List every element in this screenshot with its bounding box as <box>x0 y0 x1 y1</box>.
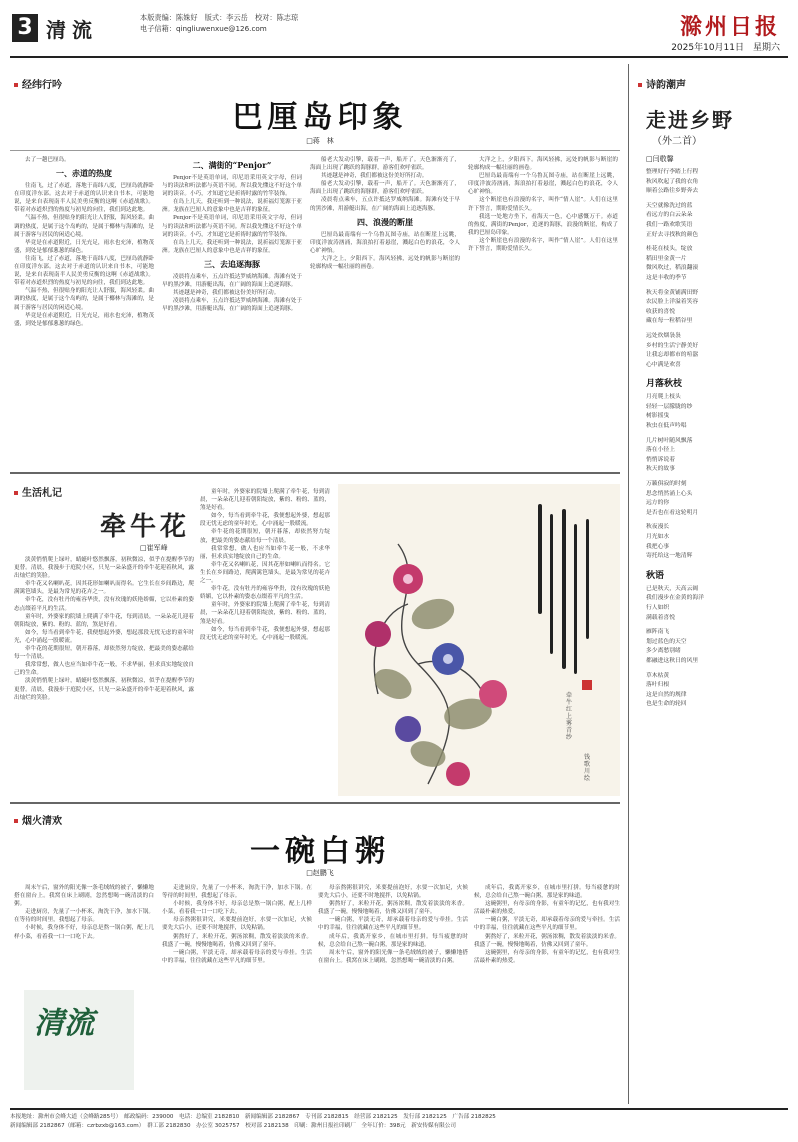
paragraph: 牵牛花，没有牡丹的雍容华贵，没有玫瑰的妖艳娇媚，它以朴素的姿态点缀着平凡的生活。 <box>14 597 194 612</box>
poem-line: 远方的你 <box>646 500 670 507</box>
poem-line: 心中满是欢喜 <box>646 361 681 368</box>
column-tag: 经纬行吟 <box>14 76 62 91</box>
column-tag: 诗韵潮声 <box>638 76 686 91</box>
column-logo-box <box>24 990 134 1090</box>
article-title: 巴厘岛印象 <box>232 100 408 135</box>
paragraph: 粥熬好了，米粒开花，粥汤浓稠，散发着淡淡的米香。我盛了一碗，慢慢地喝着，仿佛又回到了童年。 <box>474 933 620 948</box>
article-column-1 <box>14 156 154 466</box>
paragraph: 巴厘岛最南端有一个乌鲁瓦图寺庙，站在断崖上远眺，印度洋波涛汹涌，海浪拍打着悬崖，溅起白色的浪花，令人心旷神怡。 <box>310 231 460 254</box>
paragraph: 巴厘岛最南端有一个乌鲁瓦图寺庙，站在断崖上远眺，印度洋波涛汹涌，海浪拍打着悬崖，溅起白色的浪花，令人心旷神怡。 <box>468 173 618 196</box>
poem-line: 乡村的生活宁静美好 <box>646 342 699 349</box>
article-column <box>162 884 312 1098</box>
poem-line: 这是丰收的季节 <box>646 274 687 281</box>
subheading: 四、浪漫的断崖 <box>357 216 413 227</box>
paragraph: 母亲熬粥很讲究，米要提前泡好，水要一次加足，火候要先大后小，还要不时地搅拌，以免粘锅。 <box>162 917 312 932</box>
poem-line: 远处炊烟袅袅 <box>646 332 681 339</box>
poem-line: 都融进这秋日的风里 <box>646 657 699 664</box>
paragraph: 气温不热，但很贴身的阳光让人舒服，海风轻柔。曲调的热度，是属于这个岛屿的，是属于椰林与海滩的，是属于游客与居民的闲适心境。 <box>14 215 154 238</box>
poem-line: 秋天将金黄铺满田野 <box>646 289 699 296</box>
article-column <box>318 884 468 1098</box>
article-column-4 <box>468 156 618 466</box>
editor-info <box>140 12 298 34</box>
newspaper-logo: 滁州日报 <box>679 14 780 40</box>
paragraph: 凌晨将点乘车，五点许抵达罗威纳海滩。海滩有处于早的黑沙滩，用游艇出海，在广阔的海面上追逐海豚。 <box>162 273 302 289</box>
poem-line: 已是秋天，天高云阔 <box>646 585 699 592</box>
poem-line: 天空就像洗过的蓝 <box>646 202 693 209</box>
paragraph: 我常常想，做人也应当如牵牛花一般，不求华丽，但求真实地绽放自己的生命。 <box>200 545 330 560</box>
footer <box>10 1108 788 1131</box>
paragraph: 牵牛花的花期很短，朝开暮落，却依然努力绽放，把最美的姿态献给每一个清晨。 <box>14 646 194 661</box>
paragraph: 小时候，我身体不好，母亲总是熬一锅白粥，配上几样小菜，看着我一口一口吃下去。 <box>162 901 312 916</box>
poem-line: 多少离愁别绪 <box>646 648 681 655</box>
poem-line: 轻轻一层朦胧的纱 <box>646 403 693 410</box>
poem-1 <box>646 168 788 370</box>
poem-line: 雁阵南飞 <box>646 629 670 636</box>
article-column <box>200 488 330 796</box>
paragraph: 如今，每当看到牵牛花，我便想起外婆，想起那段无忧无虑的童年时光，心中涌起一股暖流。 <box>14 629 194 644</box>
painting-illustration <box>338 484 620 796</box>
subheading: 一、赤道的热度 <box>56 168 112 179</box>
poem-line: 秋虫在低声吟唱 <box>646 423 687 430</box>
divider <box>10 150 620 151</box>
poem-line: 秋天的故事 <box>646 466 675 473</box>
poem-line: 满载着喜悦 <box>646 614 675 621</box>
paragraph: 毕竟是在赤道附近，日光充足，雨水也充沛，植物茂盛，到处是郁郁葱葱的绿色。 <box>14 312 154 327</box>
article-author: □崔军峰 <box>140 544 168 552</box>
poem-3-title: 秋语 <box>646 570 665 581</box>
poem-line: 我们漫步在金黄的海洋 <box>646 595 704 602</box>
article-title: 一碗白粥 <box>250 834 390 869</box>
paragraph: 这个断崖也有浪漫的名字，叫作“情人崖”。人们在这里许下誓言，期盼爱情长久。 <box>468 197 618 212</box>
paragraph: 这个断崖也有浪漫的名字，叫作“情人崖”。人们在这里许下誓言，期盼爱情长久。 <box>468 237 618 253</box>
calligraphy-strokes <box>538 504 589 674</box>
painting-caption: 牵牛红上雾青纱 <box>566 692 573 741</box>
paragraph: 牵牛花又名喇叭花，因其花形如喇叭而得名。它生长在乡间路边，爬满篱笆墙头，是最为常见的花卉之一。 <box>14 581 194 596</box>
footer-line: 本报地址：滁州市会峰大道（会峰路285号） 邮政编码：239000 电话：总编室 2182810 新闻编辑部 2182867 专刊部 2182815 经营部 2182125 发行部 2182125 广告部 2182825 <box>10 1114 496 1120</box>
paragraph: 这碗粥里，有母亲的身影，有童年的记忆，也有我对生活最朴素的热爱。 <box>474 949 620 964</box>
section-divider <box>10 472 620 474</box>
poem-line: 正好去寻找秋的颜色 <box>646 231 699 238</box>
issue-date: 2025年10月11日 星期六 <box>671 43 780 53</box>
subheading: 三、去追逐海豚 <box>204 258 260 269</box>
paragraph: 周末午后，窗外的阳光像一条毛绒绒的被子，懒懒地搭在窗台上。我窝在床上刷剧，忽然想喝一碗清淡的白粥。 <box>14 885 154 908</box>
poem-line: 这是自然的规律 <box>646 691 687 698</box>
seal-stamp <box>582 680 592 690</box>
poem-line: 秋风吹起了我的衣角 <box>646 178 699 185</box>
poem-line: 行人如织 <box>646 604 670 611</box>
paragraph: 粥熬好了，米粒开花，粥汤浓稠，散发着淡淡的米香。我盛了一碗，慢慢地喝着，仿佛又回到了童年。 <box>162 933 312 948</box>
poem-line: 树影摇曳 <box>646 413 670 420</box>
paragraph: 淡黄悄悄爬上绿叶，蜻蜓叶悠然飘落，初秋微凉，似乎在提醒季节的更替。清晨，我漫步于庭院小区，只见一朵朵盛开的牵牛花迎着秋风，露出灿烂的笑脸。 <box>14 678 194 701</box>
paragraph: 牵牛花又名喇叭花，因其花形如喇叭而得名。它生长在乡间路边，爬满篱笆墙头，是最为常见的花卉之一。 <box>200 561 330 585</box>
poem-3 <box>646 585 788 710</box>
paragraph: 一碗白粥，平淡无奇，却承载着母亲的爱与牵挂。生活中的幸福，往往就藏在这些平凡的细节里。 <box>162 949 312 964</box>
article-title: 牵牛花 <box>100 512 191 542</box>
poem-2-title: 月落秋枝 <box>646 379 683 390</box>
poem-line: 寄托给这一地清辉 <box>646 553 693 560</box>
paragraph: 小时候，我身体不好，母亲总是熬一锅白粥，配上几样小菜，看着我一口一口吃下去。 <box>14 925 154 940</box>
paragraph: 一碗白粥，平淡无奇，却承载着母亲的爱与牵挂。生活中的幸福，往往就藏在这些平凡的细节里。 <box>318 917 468 932</box>
paragraph: 毕竟是在赤道附近，日光充足，雨水也充沛，植物茂盛，到处是郁郁葱葱的绿色。 <box>14 239 154 254</box>
poem-line: 月亮爬上枝头 <box>646 394 681 401</box>
paragraph: 船老大发动引擎，载着一声，船开了。天色渐渐亮了，海面上出现了跳跃的海豚群，游客们欢呼雀跃。 <box>310 157 460 172</box>
poem-line: 划过蓝色的天空 <box>646 638 687 645</box>
sidebar-divider <box>628 64 629 1104</box>
article-column-2 <box>162 156 302 466</box>
paragraph: 走进厨房，先量了一小杯米，淘洗干净，加水下锅。在等待的时间里，我想起了母亲。 <box>162 885 312 900</box>
poem-line: 秋夜漫长 <box>646 524 670 531</box>
paragraph: 淡黄悄悄爬上绿叶，蜻蜓叶悠然飘落，初秋微凉，似乎在提醒季节的更替。清晨，我漫步于庭院小区，只见一朵朵盛开的牵牛花迎着秋风，露出灿烂的笑脸。 <box>14 557 194 580</box>
poem-line: 也是生命的轮回 <box>646 701 687 708</box>
poem-line: 月光如水 <box>646 534 670 540</box>
poem-line: 让我忘却都市的喧嚣 <box>646 352 699 359</box>
poem-line: 悄悄诉说着 <box>646 456 675 463</box>
paragraph: 成年后，我离开家乡，在城市里打拼。每当疲惫的时候，总会给自己熬一碗白粥，那是家的味道。 <box>474 885 620 900</box>
paragraph: 周末午后，窗外的阳光像一条毛绒绒的被子，懒懒地搭在窗台上。我窝在床上刷剧，忽然想喝一碗清淡的白粥。 <box>318 949 468 964</box>
paragraph: 成年后，我离开家乡，在城市里打拼。每当疲惫的时候，总会给自己熬一碗白粥，那是家的味道。 <box>318 933 468 948</box>
poem-line: 稻田里金黄一片 <box>646 255 687 262</box>
paragraph: 在岛上几天，我还听到一种说法，说祈福灯笼源于亚洲。龙族在巴厘人的意象中也是吉祥的象征。 <box>162 239 302 254</box>
paragraph: 牵牛花，没有牡丹的雍容华贵，没有玫瑰的妖艳娇媚，它以朴素的姿态点缀着平凡的生活。 <box>200 586 330 601</box>
paragraph: 凌晨将点乘车，五点许抵达罗威纳海滩。海滩有处于早的黑沙滩，用游艇出海，在广阔的海面上追逐海豚。 <box>162 298 302 313</box>
painting-artist: 钱歌川 绘 <box>584 754 591 782</box>
subheading: 二、满街的“Penjor” <box>192 160 272 170</box>
poem-line: 微风吹过，稻浪翻滚 <box>646 265 699 272</box>
paragraph: 在岛上几天，我还听到一种说法，说祈福灯笼源于亚洲。龙族在巴厘人的意象中也是吉祥的象征。 <box>162 199 302 214</box>
poem-title: 走进乡野 <box>646 108 734 132</box>
poem-line: 万籁俱寂的时刻 <box>646 481 687 488</box>
poem-column <box>646 168 788 1104</box>
editor-line: 本版责编：陈姝好 版式：李云岳 校对：陈志琼 <box>140 13 299 22</box>
paragraph: 童年时，外婆家的院墙上爬满了牵牛花，每到清晨，一朵朵花儿迎着朝阳绽放，紫的、粉的、蓝的，煞是好看。 <box>200 489 330 512</box>
poem-line: 我把心事 <box>646 543 670 550</box>
article-author: □赵鹏飞 <box>306 869 334 877</box>
poem-line: 整理好行李踏上行程 <box>646 169 699 175</box>
paragraph: 我选一处地方坐下，看海天一色，心中感慨万千。赤道的热度，满街的Penjor，追逐的海豚，浪漫的断崖，构成了我的巴厘岛印象。 <box>468 213 618 236</box>
email-line: 电子信箱：qingliuwenxue@126.com <box>140 24 267 33</box>
section-divider <box>10 802 620 804</box>
footer-line: 新闻编辑部 2182867（邮箱：czrbzxb@163.com） 群工部 2182830 办公室 3025757 校对部 2182138 印刷：滁州日报社印刷厂 全年订价：398元 新安传媒有限公司 <box>10 1123 456 1129</box>
paragraph: 一碗白粥，平淡无奇，却承载着母亲的爱与牵挂。生活中的幸福，往往就藏在这些平凡的细节里。 <box>474 917 620 932</box>
column-tag: 烟火清欢 <box>14 812 62 827</box>
paragraph: 童年时，外婆家的院墙上爬满了牵牛花，每到清晨，一朵朵花儿迎着朝阳绽放，紫的、粉的、蓝的，煞是好看。 <box>200 602 330 625</box>
poem-line: 草木枯黄 <box>646 672 670 679</box>
article-column <box>14 556 194 796</box>
poem-author: □闫敬馨 <box>646 155 674 163</box>
section-title: 清流 <box>46 18 98 42</box>
paragraph: 往南飞，过了赤道，落地于南纬八度，巴厘岛就静卧在印度洋东部。这去对于赤道的认识来自书本，可能地说，是来自表现南半人民美勇反衡的这啊《赤道战歌》。带着对赤道炽烈的热度与初见的向往，我们到达此地。 <box>14 183 154 214</box>
paragraph: 凌晨将点乘车，五点许抵达罗威纳海滩。海滩有处于早的黑沙滩，用游艇出海，在广阔的海面上追逐海豚。 <box>310 197 460 212</box>
poem-line: 看远方的白云朵朵 <box>646 212 693 219</box>
header-rule <box>10 56 788 58</box>
poem-line: 落在小径上 <box>646 447 675 454</box>
paragraph: 粥熬好了，米粒开花，粥汤浓稠，散发着淡淡的米香。我盛了一碗，慢慢地喝着，仿佛又回到了童年。 <box>318 901 468 916</box>
poem-line: 农民脸上洋溢着笑容 <box>646 299 699 306</box>
poem-2 <box>646 393 788 562</box>
paragraph: 如今，每当看到牵牛花，我便想起外婆，想起那段无忧无虑的童年时光，心中涌起一股暖流。 <box>200 513 330 528</box>
paragraph: 童年时，外婆家的院墙上爬满了牵牛花，每到清晨，一朵朵花儿迎着朝阳绽放，紫的、粉的、蓝的，煞是好看。 <box>14 613 194 628</box>
column-tag: 生活札记 <box>14 484 62 499</box>
poem-line: 顺着公路往乡野奔去 <box>646 188 699 195</box>
paragraph: 牵牛花的花期很短，朝开暮落，却依然努力绽放，把最美的姿态献给每一个清晨。 <box>200 529 330 544</box>
paragraph: 这碗粥里，有母亲的身影，有童年的记忆，也有我对生活最朴素的热爱。 <box>474 901 620 916</box>
paragraph: 船老大发动引擎，载着一声，船开了。天色渐渐亮了，海面上出现了跳跃的海豚群，游客们欢呼雀跃。 <box>310 181 460 196</box>
article-column-3 <box>310 156 460 466</box>
article-author: □蒋 林 <box>306 137 334 145</box>
poem-line: 落叶归根 <box>646 682 670 689</box>
paragraph: Penjor不是英语单词，印尼语采用英文字母，但词与的读法和听法都与英语不同。所以我先懂这不好这个单词的读音。小巧，才知道它是祈祷时露的竹竿装饰。 <box>162 215 302 238</box>
poem-line: 我们一路欢歌笑语 <box>646 221 693 228</box>
paragraph: 气温不热，但很贴身的阳光让人舒服，海风轻柔。曲调的热度，是属于这个岛屿的，是属于椰林与海滩的，是属于游客与居民的闲适心境。 <box>14 288 154 311</box>
paragraph: 往南飞，过了赤道，落地于南纬八度，巴厘岛就静卧在印度洋东部。这去对于赤道的认识来自书本，可能地说，是来自表现南半人民美勇反衡的这啊《赤道战歌》。带着对赤道炽烈的热度与初见的向往，我们到达此地。 <box>14 255 154 287</box>
article-column <box>474 884 620 1098</box>
page-number: 3 <box>12 14 38 42</box>
paragraph: 大洋之上，夕阳西下。海风轻拂，远处的帆影与断崖的轮廓构成一幅壮丽的画卷。 <box>310 255 460 271</box>
poem-line: 藏在每一粒稻谷里 <box>646 318 693 325</box>
paragraph: 走进厨房，先量了一小杯米，淘洗干净，加水下锅。在等待的时间里，我想起了母亲。 <box>14 909 154 924</box>
paragraph: 其迹越是神奇，我们都被这份美好所打动。 <box>321 173 428 180</box>
paragraph: 去了一趟巴厘岛。 <box>25 157 70 163</box>
poem-line: 思念悄然涌上心头 <box>646 490 693 497</box>
column-logo: 清流 <box>34 1006 94 1041</box>
poem-line: 桂花在枝头，绽放 <box>646 246 693 253</box>
paragraph: 大洋之上，夕阳西下。海风轻拂，远处的帆影与断崖的轮廓构成一幅壮丽的画卷。 <box>468 157 618 172</box>
paragraph: 其迹越是神奇，我们都被这份美好所打动。 <box>173 290 280 297</box>
poem-line: 收获的喜悦 <box>646 308 675 315</box>
paragraph: 我常常想，做人也应当如牵牛花一般，不求华丽，但求真实地绽放自己的生命。 <box>14 662 194 677</box>
poem-subtitle: （外二首） <box>652 136 702 147</box>
paragraph: Penjor不是英语单词，印尼语采用英文字母，但词与的读法和听法都与英语不同。所以我先懂这不好这个单词的读音。小巧，才知道它是祈祷时露的竹竿装饰。 <box>162 175 302 198</box>
poem-line: 几片树叶随风飘落 <box>646 437 693 444</box>
poem-line: 是否也在看这轮明月 <box>646 509 699 516</box>
morning-glory-painting <box>338 484 620 796</box>
paragraph: 母亲熬粥很讲究，米要提前泡好，水要一次加足，火候要先大后小，还要不时地搅拌，以免粘锅。 <box>318 885 468 900</box>
paragraph: 如今，每当看到牵牛花，我便想起外婆，想起那段无忧无虑的童年时光，心中涌起一股暖流。 <box>200 626 330 641</box>
